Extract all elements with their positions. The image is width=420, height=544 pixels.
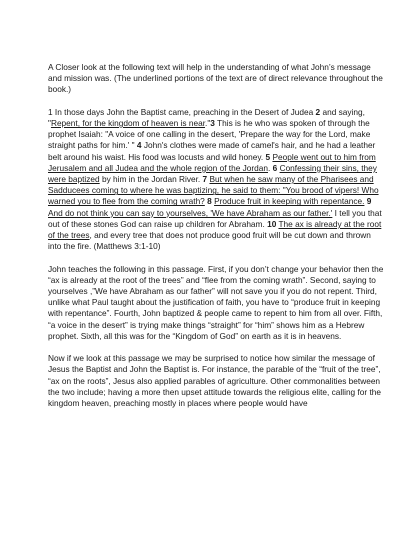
verse-number: 1 (48, 106, 53, 117)
scripture-text: This is he who was spoken of through the prophet Isaiah: "A voice of one calling in the desert, 'Prepare the way for the Lord, make straight paths for him.' " (48, 118, 371, 151)
paragraph-gap (48, 342, 384, 353)
verse-number: 3 (210, 118, 215, 128)
intro-paragraph: A Closer look at the following text will help in the understanding of what John’s message and mission was. (The underlined portions of the text are of direct relevance throughout the book.) (48, 62, 383, 95)
underlined-text: Confessing their sins, they were baptized (48, 162, 377, 185)
verse-number: 2 (315, 106, 321, 117)
document-page (48, 62, 384, 409)
verse-number: 4 (136, 140, 142, 151)
scripture-text: . (268, 162, 273, 173)
verse-number: 8 (207, 196, 212, 207)
underlined-text: Repent, for the kingdom of heaven is near (50, 118, 206, 128)
scripture-text: and saying, " (48, 106, 365, 128)
scripture-text: by him in the Jordan River. (99, 174, 203, 185)
scripture-passage (48, 107, 384, 253)
underlined-text: Produce fruit in keeping with repentance. (214, 196, 365, 207)
scripture-text: , and every tree that does not produce good fruit will be cut down and thrown into the fire. (Matthews 3:1-10) (48, 230, 371, 252)
underlined-text: But when he saw many of the Pharisees and Sadducees coming to where he was baptizing, he said to them: "You brood of vipers! Who warned you to flee from the coming wrath? (48, 174, 379, 207)
verse-number: 7 (202, 174, 208, 185)
scripture-text: ." (205, 118, 211, 128)
analysis-paragraph: John teaches the following in this passage. First, if you don’t change your behavior then the “ax is already at the root of the trees” and “flee from the coming wrath”. Second, saying to yourselves ,”We have Abraham as our father” will not save you if you do not repent. Third, unlike what Paul taught about the justification of faith, you have to “produce fruit in keeping with repentance”. Fourth, John baptized & people came to repent to him from all over. Fifth, “a voice in the desert” is trying make things “straight” for “him” shows him as a Hebrew prophet. Sixth, all this was for the “Kingdom of God” on earth as it is in heavens. (48, 263, 384, 341)
verse-number: 9 (366, 196, 372, 207)
paragraph-gap (48, 96, 384, 107)
verse-number: 10 (267, 218, 277, 229)
scripture-text: I tell you that out of these stones God can raise up children for Abraham. (48, 207, 382, 229)
paragraph-gap (48, 252, 384, 263)
scripture-text: John's clothes were made of camel's hair, and he had a leather belt around his waist. His food was locusts and wild honey. (48, 140, 376, 162)
underlined-text: People went out to him from Jerusalem and all Judea and the whole region of the Jordan (48, 151, 376, 173)
verse-number: 6 (272, 162, 278, 173)
comparison-paragraph: Now if we look at this passage we may be surprised to notice how similar the message of Jesus the Baptist and John the Baptist is. For instance, the parable of the “fruit of the tree”, “ax on the roots”, Jesus also applied parables of agriculture. Other commonalities between the two include; having a more then upset attitude towards the religious elite, calling for the kingdom heaven, preaching mostly in places where people would have (48, 353, 381, 409)
underlined-text: The ax is already at the root of the trees (48, 218, 382, 241)
scripture-text: In those days John the Baptist came, preaching in the Desert of Judea (52, 106, 316, 117)
underlined-text: And do not think you can say to yourselves, 'We have Abraham as our father.' (48, 207, 333, 218)
verse-number: 5 (265, 151, 271, 162)
